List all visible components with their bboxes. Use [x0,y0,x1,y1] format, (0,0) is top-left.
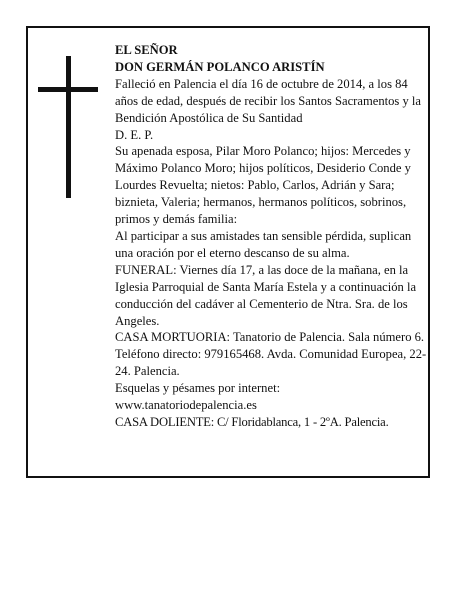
deceased-name: DON GERMÁN POLANCO ARISTÍN [115,59,325,74]
cross-icon-bar [38,87,98,92]
prayer-request: Al participar a sus amistades tan sensible pérdida, suplican una oración por el eterno descanso de su alma. [115,228,412,260]
rest-in-peace: D. E. P. [115,127,154,142]
family-list: Su apenada esposa, Pilar Moro Polanco; hijos: Mercedes y Máximo Polanco Moro; hijos políticos, Desiderio Conde y Lourdes Revuelta; nietos: Pablo, Carlos, Adrián y Sara; biznieta, Valeria; hermanos, hermanos políticos, sobrinos, primos y demás familia: [115,144,411,227]
website-link[interactable]: www.tanatoriodepalencia.es [115,398,257,413]
online-condolences-label: Esquelas y pésames por internet: [115,381,281,396]
funeral-home: CASA MORTUORIA: Tanatorio de Palencia. Sala número 6. Teléfono directo: 979165468. Avda. Comunidad Europea, 22-24. Palencia. [115,330,427,379]
mourning-house: CASA DOLIENTE: C/ Floridablanca, 1 - 2ºA. Palencia. [115,414,389,429]
title-line-1: EL SEÑOR [115,43,178,57]
cross-icon [66,56,71,198]
obituary-text [115,42,431,431]
obituary-notice [26,26,430,478]
funeral-details: FUNERAL: Viernes día 17, a las doce de la mañana, en la Iglesia Parroquial de Santa María Estela y a continuación la conducción del cadáver al Cementerio de Ntra. Sra. de los Angeles. [115,262,417,328]
death-announcement: Falleció en Palencia el día 16 de octubre de 2014, a los 84 años de edad, después de recibir los Santos Sacramentos y la Bendición Apostólica de Su Santidad [115,76,422,125]
